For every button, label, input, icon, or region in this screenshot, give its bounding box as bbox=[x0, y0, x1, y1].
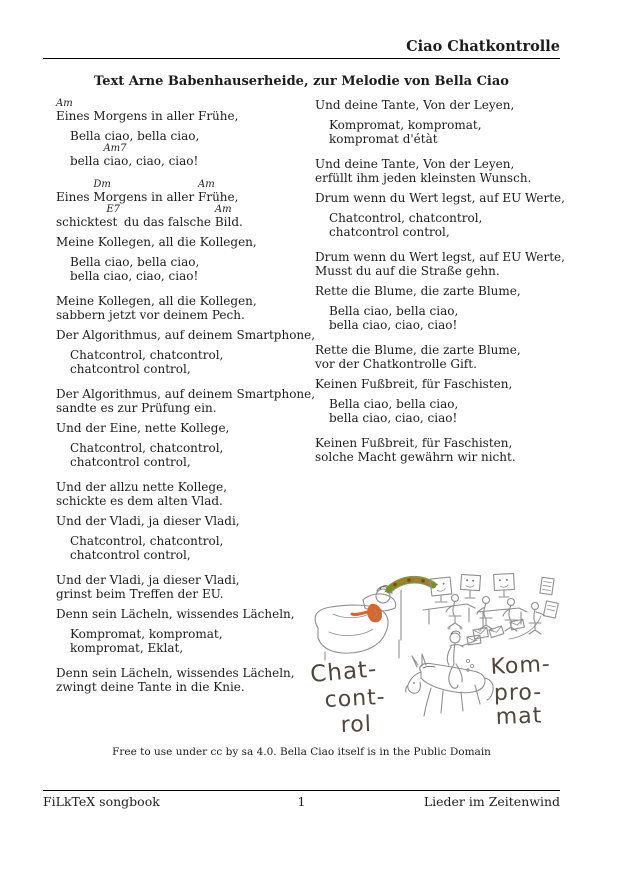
lyric-line: bella ciao, ciao, ciao! bbox=[329, 411, 458, 425]
chorus bbox=[329, 211, 568, 239]
lyric-line: Kompromat, kompromat, bbox=[329, 118, 482, 132]
donkey-rider-drawing bbox=[406, 628, 494, 716]
lyric-line: Denn sein Lächeln, wissendes Lächeln, bbox=[56, 666, 295, 680]
lyric-text: st bbox=[106, 215, 118, 229]
lyric-line: Und deine Tante, Von der Leyen, bbox=[315, 98, 515, 112]
lyric-line: Drum wenn du Wert legst, auf EU Werte, bbox=[315, 191, 565, 205]
chorus bbox=[70, 255, 309, 283]
verse bbox=[315, 284, 568, 298]
lyric-segment bbox=[70, 143, 103, 168]
lyric-line: bella ciao, ciao, ciao! bbox=[70, 269, 199, 283]
verse bbox=[56, 387, 316, 415]
chord-spacer bbox=[56, 204, 106, 215]
chord-spacer bbox=[70, 143, 103, 154]
lyric-line: Und der Eine, nette Kollege, bbox=[56, 421, 230, 435]
chord-label: Dm bbox=[93, 179, 111, 190]
verse bbox=[315, 191, 568, 205]
chord-label: Am7 bbox=[103, 143, 127, 154]
verse bbox=[56, 294, 309, 322]
lyric-line: Und der Vladi, ja dieser Vladi, bbox=[56, 514, 240, 528]
lyric-line: Und deine Tante, Von der Leyen, bbox=[315, 157, 515, 171]
page-header bbox=[43, 38, 560, 59]
lyric-text: schickte bbox=[56, 215, 107, 229]
caption-kompromat-line: Kom- bbox=[490, 651, 552, 680]
lyric-line bbox=[70, 143, 309, 168]
chord-label: Am bbox=[214, 204, 232, 215]
lyric-line: Bella ciao, bella ciao, bbox=[70, 129, 200, 143]
lyric-segment bbox=[56, 204, 106, 229]
lyric-line: Keinen Fußbreit, für Faschisten, bbox=[315, 377, 513, 391]
lyric-line: Rette die Blume, die zarte Blume, bbox=[315, 284, 521, 298]
footer-collection-title: Lieder im Zeitenwind bbox=[423, 794, 560, 809]
verse bbox=[315, 436, 568, 464]
lyric-text: Eines Morgens in aller Frühe, bbox=[56, 109, 239, 123]
page-title: Ciao Chatkontrolle bbox=[406, 38, 560, 55]
lyric-segment bbox=[106, 204, 120, 229]
chord-spacer bbox=[56, 179, 93, 190]
data-stream bbox=[387, 577, 434, 593]
lyric-line: Chatcontrol, chatcontrol, bbox=[70, 348, 224, 362]
verse bbox=[315, 343, 568, 371]
lyric-segment bbox=[103, 143, 198, 168]
lyric-line: chatcontrol control, bbox=[70, 548, 191, 562]
lyric-line: vor der Chatkontrolle Gift. bbox=[315, 357, 477, 371]
lyric-line: Chatcontrol, chatcontrol, bbox=[70, 534, 224, 548]
lyric-line: bella ciao, ciao, ciao! bbox=[329, 318, 458, 332]
chorus bbox=[70, 348, 309, 376]
chord-spacer bbox=[120, 204, 215, 215]
footer-book-title: FiLkTeX songbook bbox=[43, 794, 160, 809]
chorus bbox=[70, 129, 309, 168]
verse bbox=[315, 250, 568, 278]
verse bbox=[56, 607, 309, 621]
lyric-text: Morgens in aller bbox=[93, 190, 199, 204]
lyric-line: Keinen Fußbreit, für Faschisten, bbox=[315, 436, 513, 450]
lyric-segment bbox=[215, 204, 243, 229]
lyric-line: kompromat d'étàt bbox=[329, 132, 438, 146]
chorus bbox=[70, 534, 309, 562]
lyric-line: zwingt deine Tante in die Knie. bbox=[56, 680, 245, 694]
chorus bbox=[329, 304, 568, 332]
lyric-segment bbox=[120, 204, 215, 229]
lyric-text: du das falsche bbox=[120, 215, 215, 229]
chord-label: E7 bbox=[106, 204, 121, 215]
lyric-line bbox=[56, 98, 309, 123]
verse bbox=[56, 514, 309, 528]
caption-chatcontrol-line: rol bbox=[340, 711, 373, 738]
lyric-line: Chatcontrol, chatcontrol, bbox=[329, 211, 483, 225]
lyric-line bbox=[56, 179, 309, 204]
lyric-line: sabbern jetzt vor deinem Pech. bbox=[56, 308, 245, 322]
song-subtitle: Text Arne Babenhauserheide, zur Melodie von Bella Ciao bbox=[94, 74, 509, 89]
lyric-line: Kompromat, kompromat, bbox=[70, 627, 223, 641]
lyric-line: chatcontrol control, bbox=[70, 362, 191, 376]
chorus bbox=[329, 397, 568, 425]
lyric-line: Meine Kollegen, all die Kollegen, bbox=[56, 235, 257, 249]
lyric-text: Frühe, bbox=[198, 190, 239, 204]
lyric-segment bbox=[56, 98, 238, 123]
lyric-line: chatcontrol control, bbox=[329, 225, 450, 239]
lyric-line: chatcontrol control, bbox=[70, 455, 191, 469]
verse bbox=[315, 377, 568, 391]
lyric-line: schickte es dem alten Vlad. bbox=[56, 494, 223, 508]
verse bbox=[315, 98, 568, 112]
footer-page-number: 1 bbox=[297, 794, 306, 809]
verse bbox=[56, 573, 309, 601]
caption-kompromat-line: pro- bbox=[493, 680, 543, 706]
verse bbox=[56, 666, 309, 694]
lyric-line: erfüllt ihm jeden kleinsten Wunsch. bbox=[315, 171, 532, 185]
page-footer bbox=[43, 790, 560, 809]
license-note: Free to use under cc by sa 4.0. Bella Ciao itself is in the Public Domain bbox=[112, 746, 491, 758]
lyric-line: Denn sein Lächeln, wissendes Lächeln, bbox=[56, 607, 295, 621]
verse bbox=[56, 480, 309, 508]
lyric-line: Drum wenn du Wert legst, auf EU Werte, bbox=[315, 250, 565, 264]
lyric-line: Der Algorithmus, auf deinem Smartphone, bbox=[56, 328, 316, 342]
lyric-segment bbox=[93, 179, 198, 204]
chord-label: Am bbox=[198, 179, 215, 190]
lyric-segment bbox=[56, 179, 93, 204]
lyric-line: sandte es zur Prüfung ein. bbox=[56, 401, 217, 415]
lyric-line: Bella ciao, bella ciao, bbox=[329, 397, 459, 411]
lyric-segment bbox=[198, 179, 238, 204]
lyric-line bbox=[56, 204, 309, 229]
caption-chatcontrol-line: Chat- bbox=[309, 656, 379, 688]
lyric-text: ciao, ciao, ciao! bbox=[103, 154, 199, 168]
verse bbox=[56, 179, 309, 229]
lyric-line: Und der Vladi, ja dieser Vladi, bbox=[56, 573, 240, 587]
lyric-text: Eines bbox=[56, 190, 94, 204]
lyric-line: Bella ciao, bella ciao, bbox=[329, 304, 459, 318]
chorus bbox=[329, 118, 568, 146]
chord-label: Am bbox=[56, 98, 73, 109]
verse bbox=[56, 421, 309, 435]
verse bbox=[56, 328, 316, 342]
lyric-text: Bild. bbox=[214, 215, 243, 229]
chorus bbox=[70, 627, 309, 655]
cartoon-illustration bbox=[305, 566, 565, 741]
lyric-line: kompromat, Eklat, bbox=[70, 641, 184, 655]
lyric-line: solche Macht gewährn wir nicht. bbox=[315, 450, 516, 464]
lyric-line: grinst beim Treffen der EU. bbox=[56, 587, 224, 601]
song-column-1 bbox=[56, 98, 316, 700]
lyric-line: Chatcontrol, chatcontrol, bbox=[70, 441, 224, 455]
verse bbox=[56, 235, 309, 249]
lyric-line: Und der allzu nette Kollege, bbox=[56, 480, 227, 494]
lyric-line: Der Algorithmus, auf deinem Smartphone, bbox=[56, 387, 316, 401]
caption-kompromat-line: mat bbox=[495, 703, 543, 730]
verse bbox=[56, 98, 309, 123]
verse bbox=[315, 157, 568, 185]
chorus bbox=[70, 441, 309, 469]
monitor-icons bbox=[430, 573, 558, 618]
lyric-line: Rette die Blume, die zarte Blume, bbox=[315, 343, 521, 357]
lyric-line: Bella ciao, bella ciao, bbox=[70, 255, 200, 269]
lyric-line: Musst du auf die Straße gehn. bbox=[315, 264, 500, 278]
lyric-line: Meine Kollegen, all die Kollegen, bbox=[56, 294, 257, 308]
caption-chatcontrol-line: cont- bbox=[324, 684, 387, 713]
lyric-text: bella bbox=[70, 154, 104, 168]
